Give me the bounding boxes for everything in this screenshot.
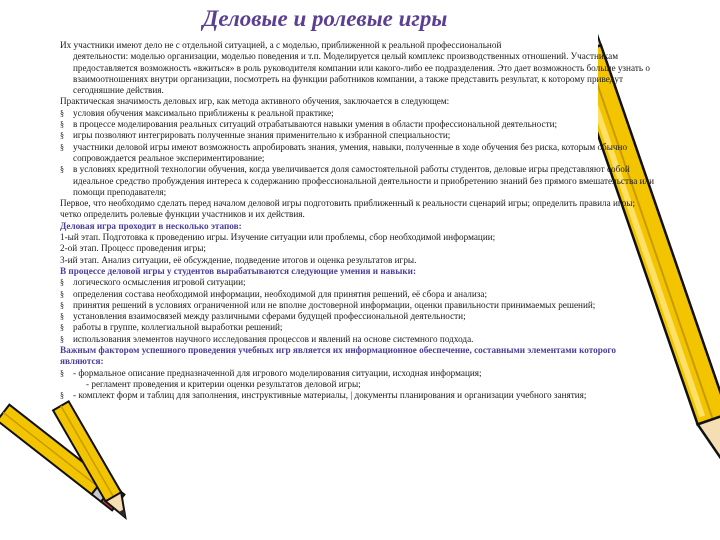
intro-first-line: Их участники имеют дело не с отдельной ситуацией, а с моделью, приближенной к реальной профессиональной xyxy=(60,40,502,50)
list-item: § участники деловой игры имеют возможность апробировать знания, умения, навыки, полученные в ходе обучения без риска, которым обычно сопровождается реальное экспериментирование; xyxy=(60,141,628,163)
list-item: § логического осмысления игровой ситуации; xyxy=(60,277,246,288)
skills-heading: В процессе деловой игры у студентов вырабатываются следующие умения и навыки: xyxy=(60,265,417,276)
factors-heading: Важным фактором успешного проведения учебных игр является их информационное обеспечение, составными элементами которого являются: xyxy=(60,345,616,367)
practical-intro: Практическая значимость деловых игр, как метода активного обучения, заключается в следующем: xyxy=(60,96,450,107)
list-item: § в процессе моделирования реальных ситуаций отрабатываются навыки умения в области профессиональной деятельности; xyxy=(60,119,558,130)
document-body xyxy=(60,40,658,402)
intro-continuation: деятельности: моделью организации, моделью поведения и т.п. Моделируется целый комплекс производственных отношений. Участникам предоставляется возможность «вжиться» в роль руководителя компании или какого-либо ее подразделения. Это дает возможность больше узнать о взаимоотношениях внутри организации, посмотреть на функции работников компании, а также представить результат, к которому приведут сегодняшние действия. xyxy=(73,51,650,96)
list-item: § условия обучения максимально приближены к реальной практике; xyxy=(60,107,334,118)
list-item: § принятия решений в условиях ограниченной или не вполне достоверной информации, оценки правильности принимаемых решений; xyxy=(60,299,596,310)
list-item: § работы в группе, коллегиальной выработки решений; xyxy=(60,322,283,333)
page-title: Деловые и ролевые игры xyxy=(202,6,448,31)
list-item: § - комплект форм и таблиц для заполнения, инструктивные материалы, | документы планирования и организации учебного занятия; xyxy=(60,390,587,401)
stage-2: 2-ой этап. Процесс проведения игры; xyxy=(60,243,206,254)
list-item: § - формальное описание предназначенной для игрового моделирования ситуации, исходная информация; xyxy=(60,367,482,378)
list-item: § в условиях кредитной технологии обучения, когда увеличивается доля самостоятельной работы студентов, деловые игры представляют собой идеальное средство пробуждения интереса к содержанию профессиональной деятельности и приобретению знаний без прямого вмешательства или помощи преподавателя; xyxy=(60,164,654,197)
list-item: § установления взаимосвязей между различными сферами будущей профессиональной деятельности; xyxy=(60,311,466,322)
stage-1: 1-ый этап. Подготовка к проведению игры. Изучение ситуации или проблемы, сбор необходимой информации; xyxy=(60,232,496,243)
list-item: - регламент проведения и критерии оценки результатов деловой игры; xyxy=(86,378,361,389)
first-paragraph: Первое, что необходимо сделать перед началом деловой игры подготовить приближенный к реальности сценарий игры; определить правила игры; четко определить ролевые функции участников и их действия. xyxy=(60,198,636,220)
list-item: § игры позволяют интегрировать полученные знания применительно к избранной специальности; xyxy=(60,130,451,141)
pencil-bottom-left-icon-2 xyxy=(30,395,160,540)
list-item: § использования элементов научного исследования процессов и явлений на основе системного подхода. xyxy=(60,333,474,344)
stages-heading: Деловая игра проходит в несколько этапов: xyxy=(60,220,242,231)
stage-3: 3-ий этап. Анализ ситуации, её обсуждение, подведение итогов и оценка результатов игры. xyxy=(60,254,417,265)
list-item: § определения состава необходимой информации, необходимой для принятия решений, её сбора и анализа; xyxy=(60,288,487,299)
